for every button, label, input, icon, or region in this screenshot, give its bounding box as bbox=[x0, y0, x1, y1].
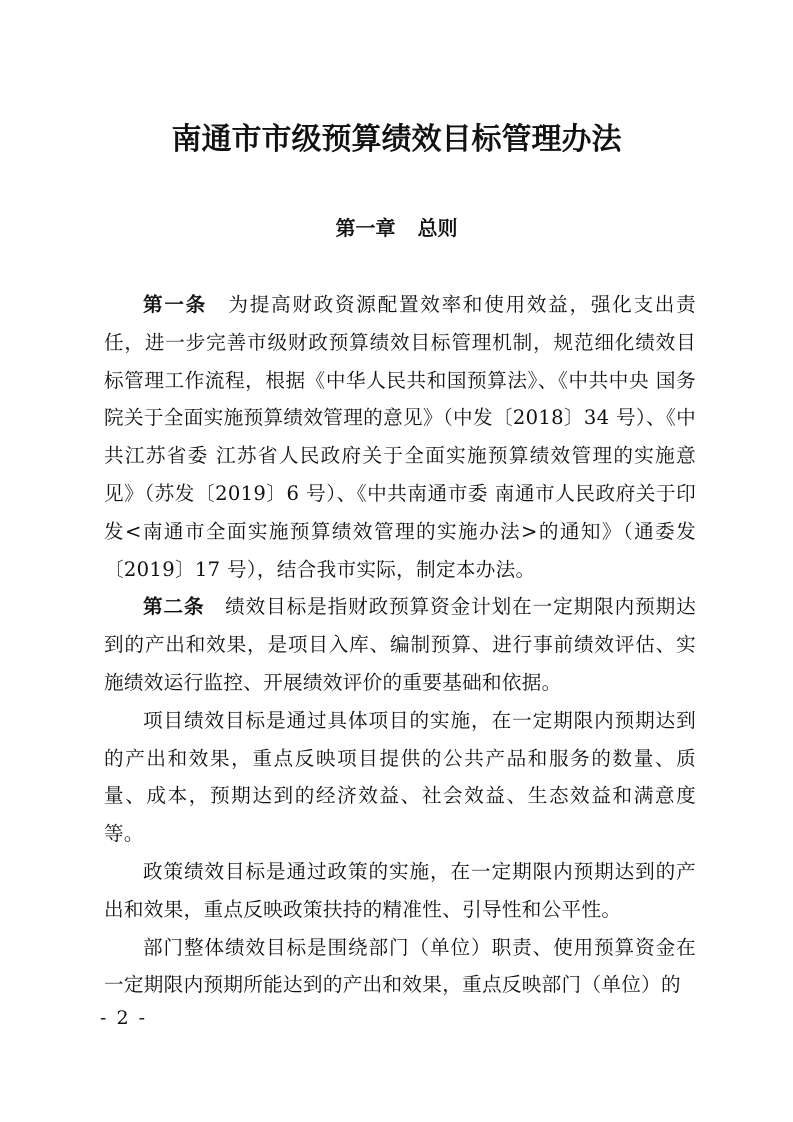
paragraph-article-1 bbox=[104, 286, 696, 588]
article-label: 第二条 bbox=[143, 595, 205, 619]
paragraph-text: 部门整体绩效目标是围绕部门（单位）职责、使用预算资金在一定期限内预期所能达到的产出和效果，重点反映部门（单位）的 bbox=[104, 935, 696, 997]
chapter-heading bbox=[0, 210, 793, 246]
paragraph-text: 项目绩效目标是通过具体项目的实施，在一定期限内预期达到的产出和效果，重点反映项目提供的公共产品和服务的数量、质量、成本，预期达到的经济效益、社会效益、生态效益和满意度等。 bbox=[104, 708, 696, 846]
paragraph-text: 政策绩效目标是通过政策的实施，在一定期限内预期达到的产出和效果，重点反映政策扶持的精准性、引导性和公平性。 bbox=[104, 859, 696, 921]
document-body bbox=[104, 286, 696, 1004]
page-number: - 2 - bbox=[100, 1007, 148, 1029]
article-label: 第一条 bbox=[143, 293, 207, 316]
document-title: 南通市市级预算绩效目标管理办法 bbox=[171, 122, 622, 157]
paragraph-text: 为提高财政资源配置效率和使用效益，强化支出责任，进一步完善市级财政预算绩效目标管理机制，规范细化绩效目标管理工作流程，根据《中华人民共和国预算法》、《中共中央 国务院关于全面实施预算绩效管理的意见》（中发〔2018〕34 号）、《中共江苏省委 江苏省人民政府关于全面实施预算绩效管理的实施意见》（苏发〔2019〕6 号）、《中共南通市委 南通市人民政府关于印发<南通市全面实施预算绩效管理的实施办法>的通知》（通委发〔2019〕17 号），结合我市实际，制定本办法。 bbox=[104, 293, 696, 581]
paragraph-policy-goal bbox=[104, 853, 696, 929]
paragraph-project-goal bbox=[104, 702, 696, 853]
chapter-name: 总则 bbox=[417, 216, 458, 240]
paragraph-text: 绩效目标是指财政预算资金计划在一定期限内预期达到的产出和效果，是项目入库、编制预算、进行事前绩效评估、实施绩效运行监控、开展绩效评价的重要基础和依据。 bbox=[104, 595, 696, 694]
paragraph-department-goal bbox=[104, 929, 696, 1005]
paragraph-article-2 bbox=[104, 588, 696, 701]
chapter-number: 第一章 bbox=[335, 216, 396, 240]
